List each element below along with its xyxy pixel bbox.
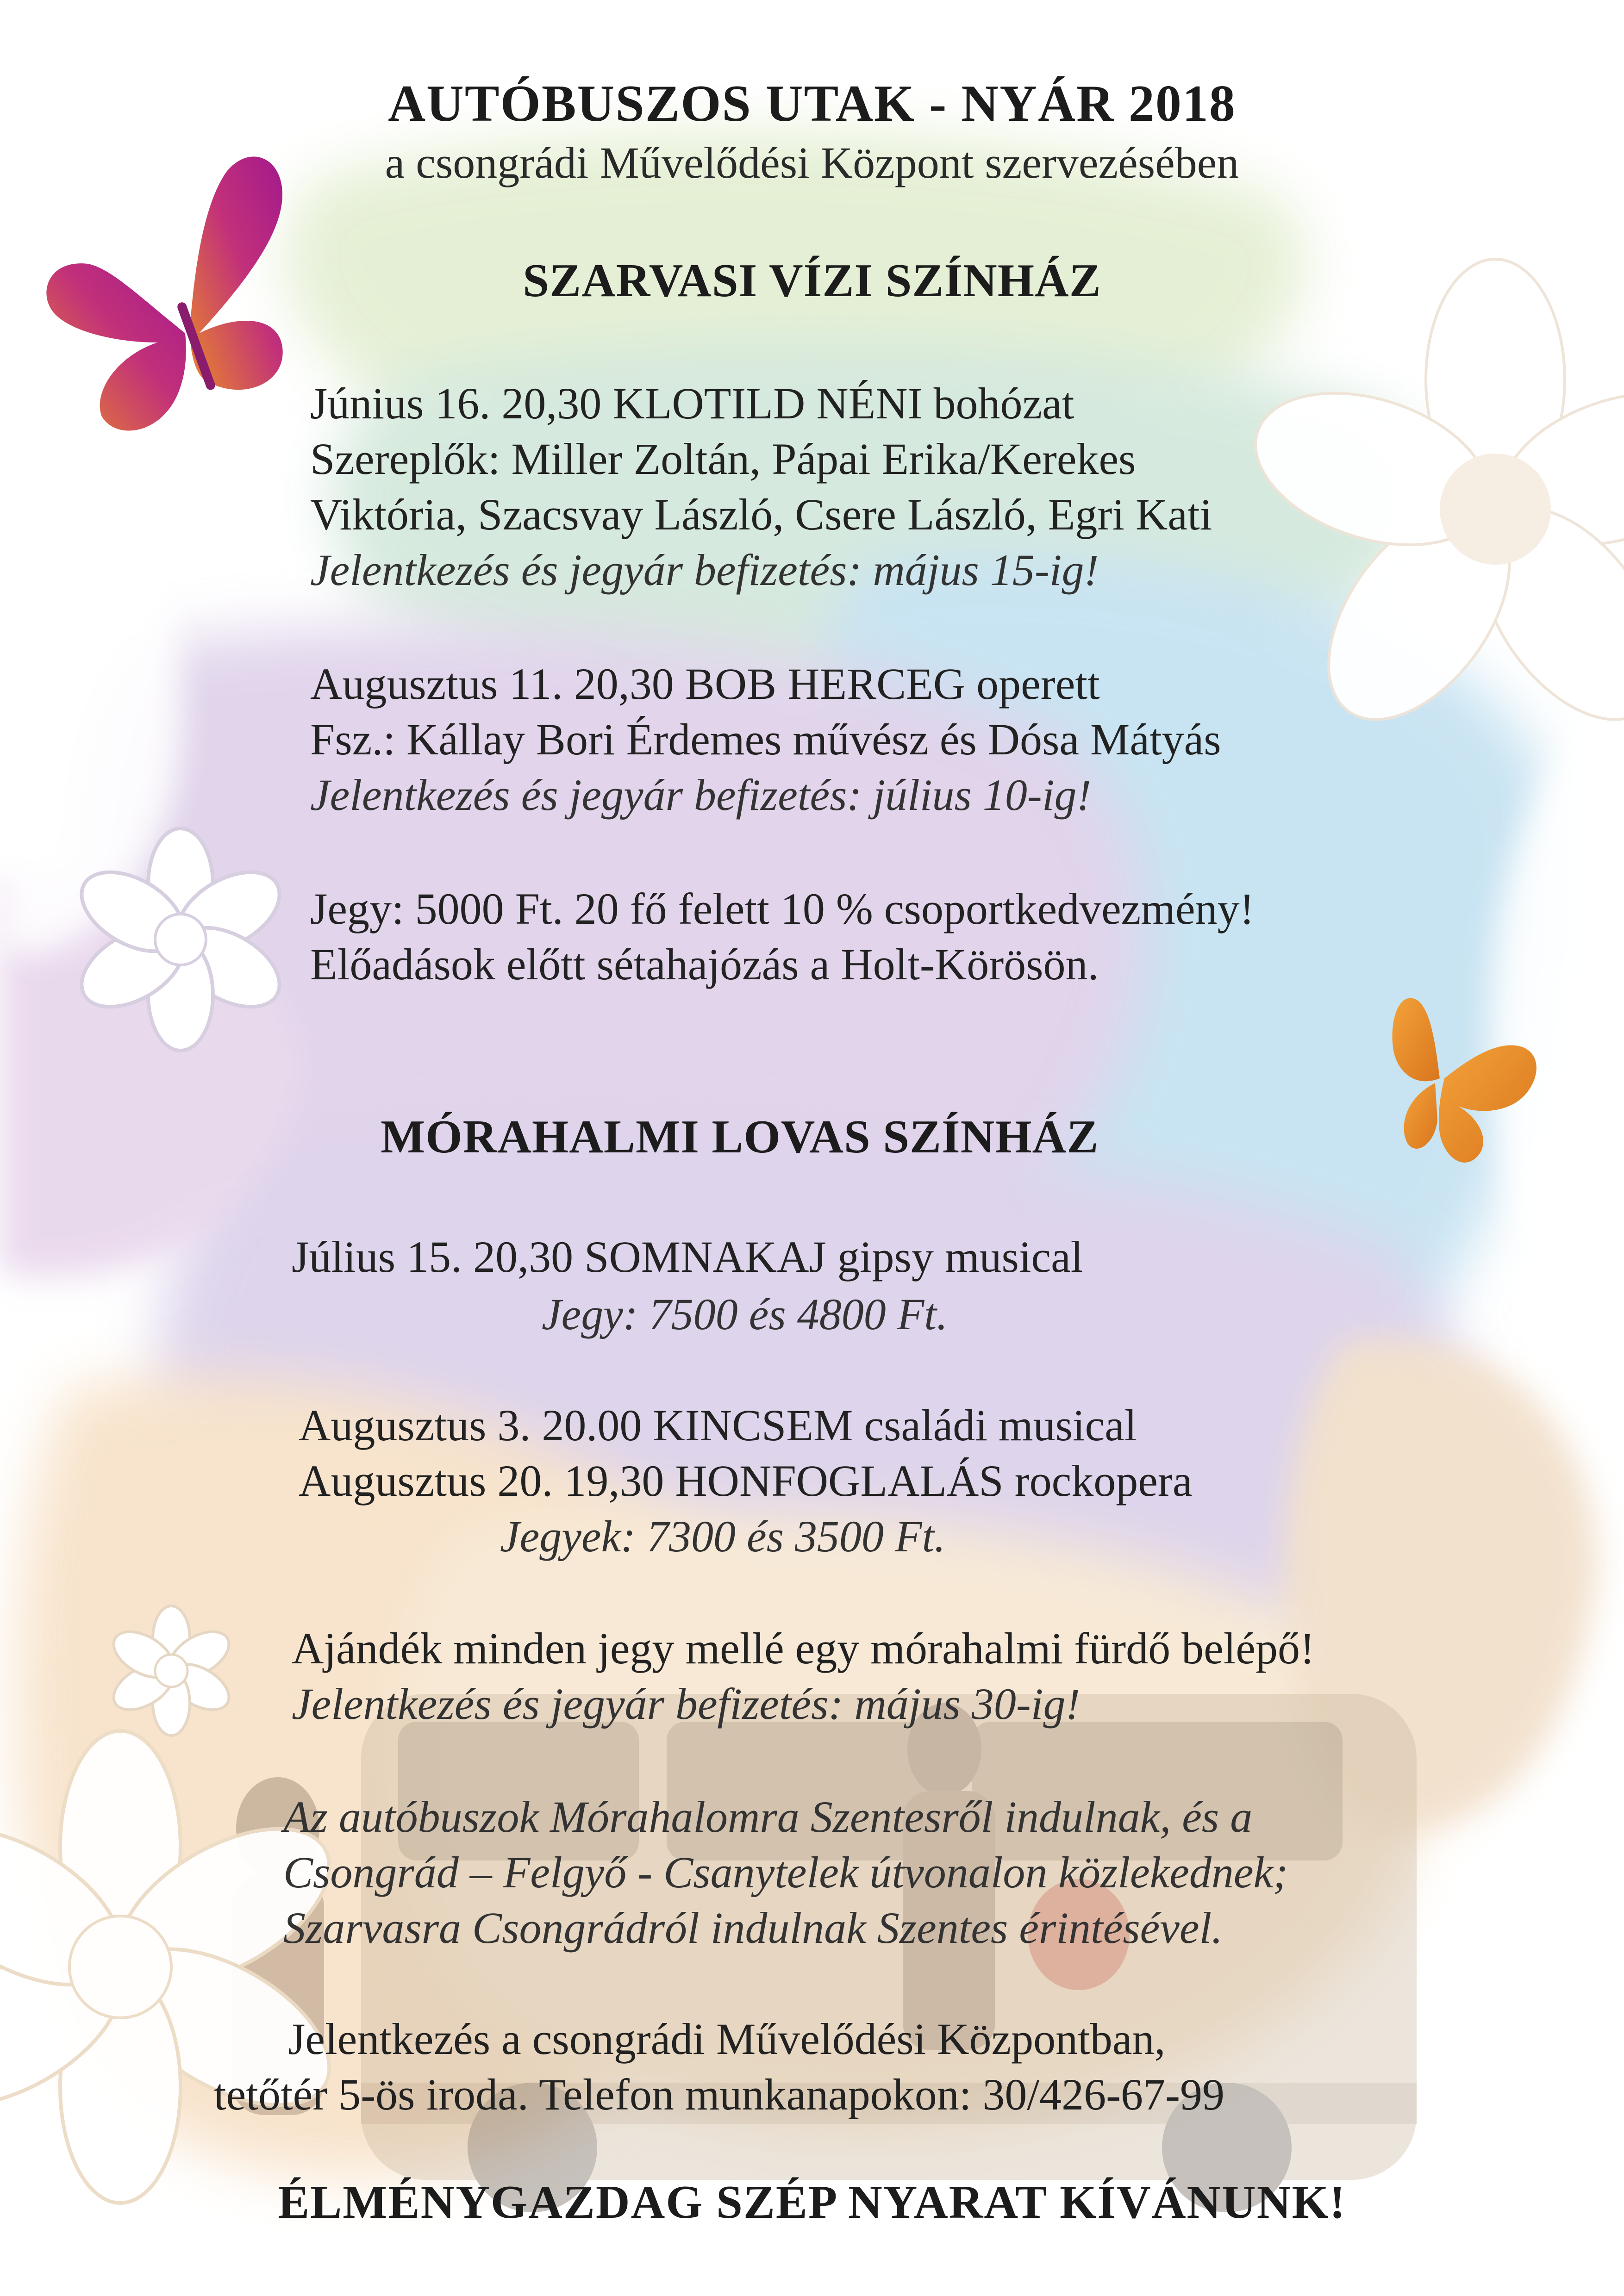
szarvas-event2-line2: Fsz.: Kállay Bori Érdemes művész és Dósa Mátyás [310,715,1221,764]
morahalom-deadline: Jelentkezés és jegyár befizetés: május 30-ig! [292,1679,1081,1729]
route-line2: Csongrád – Felgyő - Csanytelek útvonalon közlekednek; [283,1848,1288,1897]
route-line3: Szarvasra Csongrádról indulnak Szentes érintésével. [283,1903,1223,1953]
morahalom-event1-ticket: Jegy: 7500 és 4800 Ft. [542,1289,948,1339]
contact-line1: Jelentkezés a csongrádi Művelődési Központban, [288,2014,1166,2064]
morahalom-event2-ticket: Jegyek: 7300 és 3500 Ft. [500,1512,946,1561]
szarvas-event2-deadline: Jelentkezés és jegyár befizetés: július 10-ig! [310,770,1092,820]
szarvas-boat-info: Előadások előtt sétahajózás a Holt-Körösön. [310,940,1099,989]
contact-line2: tetőtér 5-ös iroda. Telefon munkanapokon: 30/426-67-99 [214,2070,1225,2119]
morahalom-gift: Ajándék minden jegy mellé egy mórahalmi fürdő belépő! [292,1624,1315,1673]
szarvas-event1-deadline: Jelentkezés és jegyár befizetés: május 15-ig! [310,545,1099,595]
section-heading-szarvas: SZARVASI VÍZI SZÍNHÁZ [523,255,1101,307]
page-subtitle: a csongrádi Művelődési Központ szervezésében [385,138,1239,187]
page-title: AUTÓBUSZOS UTAK - NYÁR 2018 [388,75,1236,132]
szarvas-event1-line2: Szereplők: Miller Zoltán, Pápai Erika/Kerekes [310,434,1136,484]
morahalom-event1-line1: Július 15. 20,30 SOMNAKAJ gipsy musical [292,1232,1083,1282]
morahalom-event2-line2: Augusztus 20. 19,30 HONFOGLALÁS rockopera [299,1456,1193,1506]
szarvas-event1-line3: Viktória, Szacsvay László, Csere László, Egri Kati [310,490,1212,539]
szarvas-event1-line1: Június 16. 20,30 KLOTILD NÉNI bohózat [310,379,1074,428]
szarvas-event2-line1: Augusztus 11. 20,30 BOB HERCEG operett [310,659,1100,709]
morahalom-event2-line1: Augusztus 3. 20.00 KINCSEM családi musical [299,1400,1137,1450]
route-line1: Az autóbuszok Mórahalomra Szentesről indulnak, és a [283,1792,1253,1842]
szarvas-ticket-info: Jegy: 5000 Ft. 20 fő felett 10 % csoportkedvezmény! [310,884,1255,933]
closing-message: ÉLMÉNYGAZDAG SZÉP NYARAT KÍVÁNUNK! [278,2176,1346,2228]
section-heading-morahalom: MÓRAHALMI LOVAS SZÍNHÁZ [381,1111,1099,1163]
